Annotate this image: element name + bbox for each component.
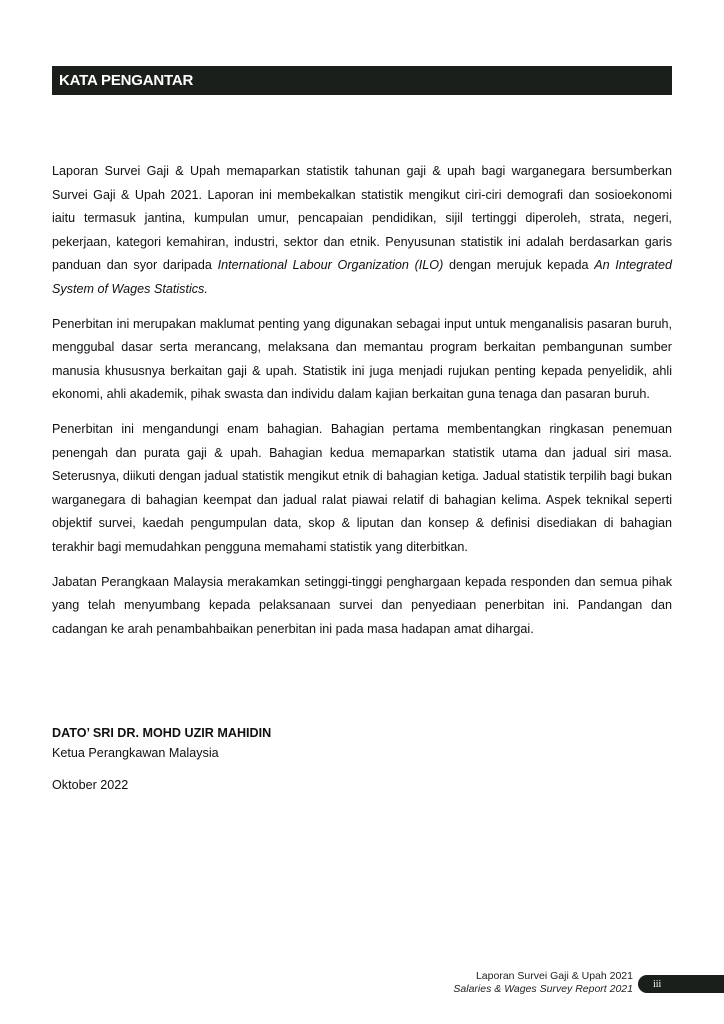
signature-date: Oktober 2022 xyxy=(52,778,129,792)
signatory-position: Ketua Perangkawan Malaysia xyxy=(52,746,219,760)
page-number-tab xyxy=(638,975,724,993)
page-number: iii xyxy=(653,979,662,990)
signature-block xyxy=(52,723,672,795)
section-title: KATA PENGANTAR xyxy=(59,72,194,89)
page-footer xyxy=(453,970,633,996)
paragraph-1: Laporan Survei Gaji & Upah memaparkan statistik tahunan gaji & upah bagi warganegara bersumberkan Survei Gaji & Upah 2021. Laporan ini membekalkan statistik mengikut ciri-ciri demografi dan sosioekonomi iaitu termasuk jantina, kumpulan umur, pencapaian pendidikan, sijil tertinggi diperoleh, strata, negeri, pekerjaan, kategori kemahiran, industri, sektor dan etnik. Penyusunan statistik ini adalah berdasarkan garis panduan dan syor daripada International Labour Organization (ILO) dengan merujuk kepada An Integrated System of Wages Statistics. xyxy=(52,164,672,296)
paragraph-4: Jabatan Perangkaan Malaysia merakamkan setinggi-tinggi penghargaan kepada responden dan semua pihak yang telah menyumbang kepada pelaksanaan survei dan penyediaan penerbitan ini. Pandangan dan cadangan ke arah penambahbaikan penerbitan ini pada masa hadapan amat dihargai. xyxy=(52,574,672,636)
ilo-reference: International Labour Organization (ILO) xyxy=(217,258,444,273)
footer-title-malay: Laporan Survei Gaji & Upah 2021 xyxy=(475,970,633,982)
section-title-bar xyxy=(52,66,672,95)
wages-statistics-reference: An Integrated System of Wages Statistics. xyxy=(52,258,672,296)
signatory-name: DATO’ SRI DR. MOHD UZIR MAHIDIN xyxy=(52,726,272,740)
footer-title-english: Salaries & Wages Survey Report 2021 xyxy=(453,983,633,995)
preface-body xyxy=(52,160,672,641)
paragraph-3: Penerbitan ini mengandungi enam bahagian. Bahagian pertama membentangkan ringkasan penemuan penengah dan purata gaji & upah. Bahagian kedua memaparkan statistik utama dan jadual siri masa. Seterusnya, diikuti dengan jadual statistik mengikut etnik di bahagian ketiga. Jadual statistik terpilih bagi bukan warganegara di bahagian keempat dan jadual ralat piawai relatif di bahagian kelima. Aspek teknikal seperti objektif survei, kaedah pengumpulan data, skop & liputan dan konsep & definisi disediakan di bahagian terakhir bagi memudahkan pengguna memahami statistik yang diterbitkan. xyxy=(52,421,672,554)
paragraph-2: Penerbitan ini merupakan maklumat penting yang digunakan sebagai input untuk menganalisis pasaran buruh, menggubal dasar serta merancang, melaksana dan memantau program berkaitan pembangunan sumber manusia khususnya berkaitan gaji & upah. Statistik ini juga menjadi rujukan penting kepada penyelidik, ahli ekonomi, ahli akademik, pihak swasta dan individu dalam kajian berkaitan guna tenaga dan pasaran buruh. xyxy=(52,316,672,402)
